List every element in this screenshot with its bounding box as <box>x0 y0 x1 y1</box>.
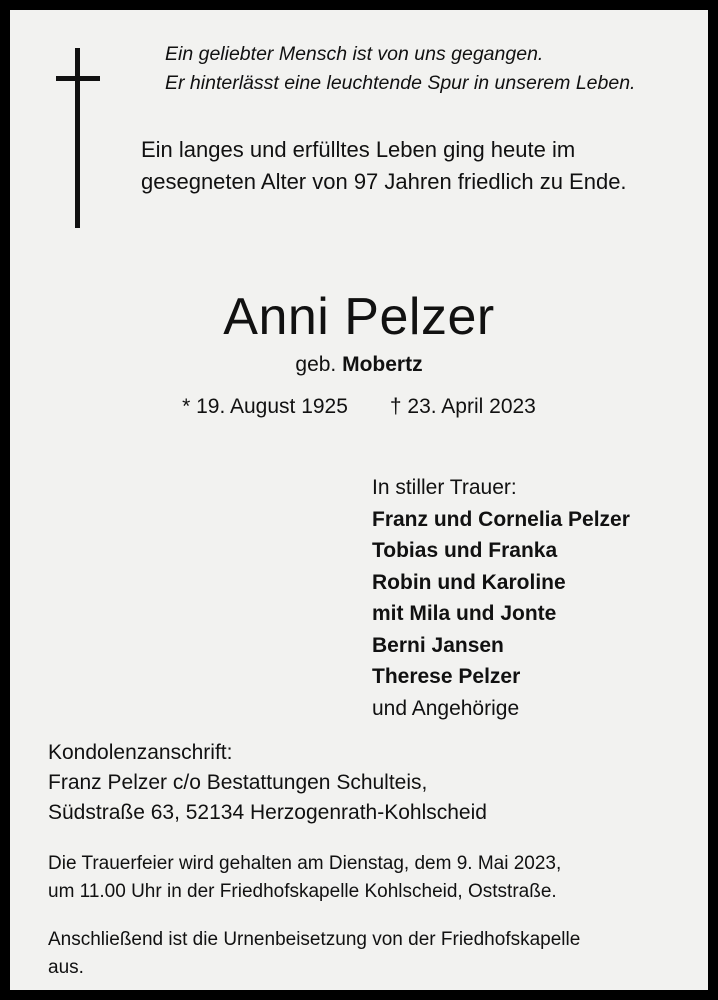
mourner-3: Robin und Karoline <box>372 570 566 594</box>
mourners-heading: In stiller Trauer: <box>372 476 517 499</box>
deceased-name: Anni Pelzer <box>223 288 495 346</box>
intro-text: Ein langes und erfülltes Leben ging heute im gesegneten Alter von 97 Jahren friedlich zu Ende. <box>141 137 627 194</box>
mourner-5: Berni Jansen <box>372 633 504 657</box>
birth-date: * 19. August 1925 <box>182 395 348 418</box>
condolence-address <box>48 738 688 828</box>
death-date: † 23. April 2023 <box>389 395 536 418</box>
mourner-1: Franz und Cornelia Pelzer <box>372 507 630 531</box>
epitaph-line-1: Ein geliebter Mensch ist von uns gegangen. <box>165 43 544 65</box>
maiden-name: Mobertz <box>342 353 423 376</box>
condolence-line-1: Franz Pelzer c/o Bestattungen Schulteis, <box>48 771 428 794</box>
epitaph <box>165 40 685 98</box>
mourner-4: mit Mila und Jonte <box>372 602 557 625</box>
burial-line-2: aus. <box>48 957 84 978</box>
burial-line-1: Anschließend ist die Urnenbeisetzung von der Friedhofskapelle <box>48 929 581 950</box>
condolence-heading: Kondolenzanschrift: <box>48 741 233 764</box>
maiden-name-line <box>10 352 708 378</box>
epitaph-line-2: Er hinterlässt eine leuchtende Spur in unserem Leben. <box>165 72 636 94</box>
life-dates <box>10 394 708 420</box>
cross-horizontal-bar <box>56 76 100 81</box>
name-block <box>10 288 708 420</box>
cross-icon <box>56 48 100 228</box>
notice-card <box>10 10 708 990</box>
service-line-2: um 11.00 Uhr in der Friedhofskapelle Kohlscheid, Oststraße. <box>48 881 557 902</box>
mourner-6: Therese Pelzer <box>372 665 521 688</box>
maiden-prefix: geb. <box>295 353 337 376</box>
condolence-line-2: Südstraße 63, 52134 Herzogenrath-Kohlscheid <box>48 801 487 824</box>
mourners-block <box>372 472 702 724</box>
cross-vertical-bar <box>75 48 80 228</box>
service-line-1: Die Trauerfeier wird gehalten am Dienstag, dem 9. Mai 2023, <box>48 853 562 874</box>
service-details <box>48 850 698 982</box>
mourner-2: Tobias und Franka <box>372 539 558 562</box>
mourners-footer: und Angehörige <box>372 696 520 720</box>
